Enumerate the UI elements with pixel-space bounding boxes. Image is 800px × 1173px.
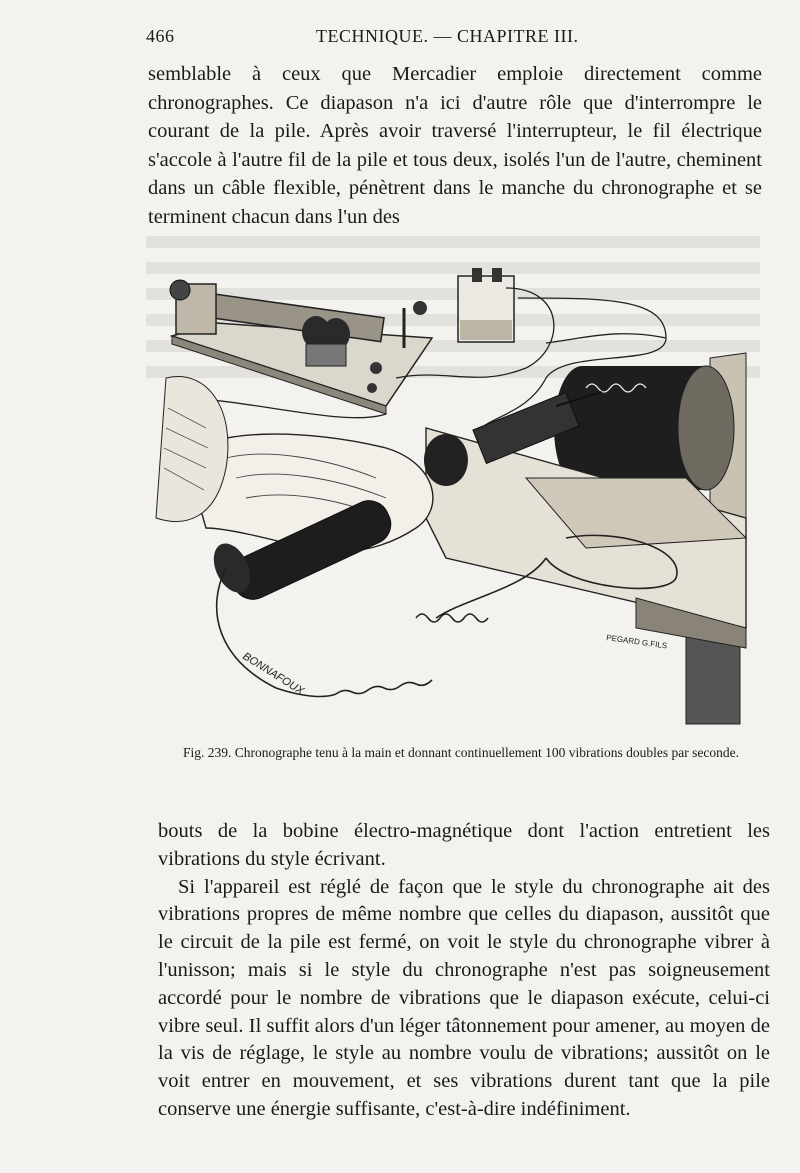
engraver-signature: BONNAFOUX <box>240 650 306 698</box>
chronograph-engraving <box>146 228 760 728</box>
paragraph: Si l'appareil est réglé de façon que le style du chronographe ait des vibrations propres de même nombre que celles du diapason, aussitôt que le circuit de la pile est fermé, on voit le style du chronographe vibrer à l'unisson; mais si le style du chronographe n'est pas soigneusement accordé pour le nombre de vibrations que le diapason exécute, celui-ci vibre seul. Il suffit alors d'un léger tâtonnement pour amener, au moyen de la vis de réglage, le style au nombre voulu de vibrations; aussitôt on le voit entrer en mouvement, et ses vibrations durent tant que la pile conserve une énergie suffisante, c'est-à-dire indéfiniment. <box>158 875 770 1120</box>
paragraph: bouts de la bobine électro-magnétique dont l'action entretient les vibrations du style écrivant. <box>158 820 770 870</box>
printer-signature: PEGARD G.FILS <box>605 633 668 651</box>
bottom-text-block <box>158 818 770 1124</box>
page-number: 466 <box>146 26 175 46</box>
figure-239 <box>146 228 760 728</box>
top-text-block <box>148 60 762 232</box>
page-header <box>146 26 758 54</box>
figure-caption: Fig. 239. Chronographe tenu à la main et donnant continuellement 100 vibrations doubles par seconde. <box>183 745 739 760</box>
running-title: TECHNIQUE. — CHAPITRE III. <box>316 26 579 46</box>
paragraph: semblable à ceux que Mercadier emploie directement comme chronographes. Ce diapason n'a ici d'autre rôle que d'interrompre le courant de la pile. Après avoir traversé l'interrupteur, le fil électrique s'accole à l'autre fil de la pile et tous deux, isolés l'un de l'autre, cheminent dans un câble flexible, pénètrent dans le manche du chronographe et se terminent chacun dans l'un des <box>148 63 762 228</box>
